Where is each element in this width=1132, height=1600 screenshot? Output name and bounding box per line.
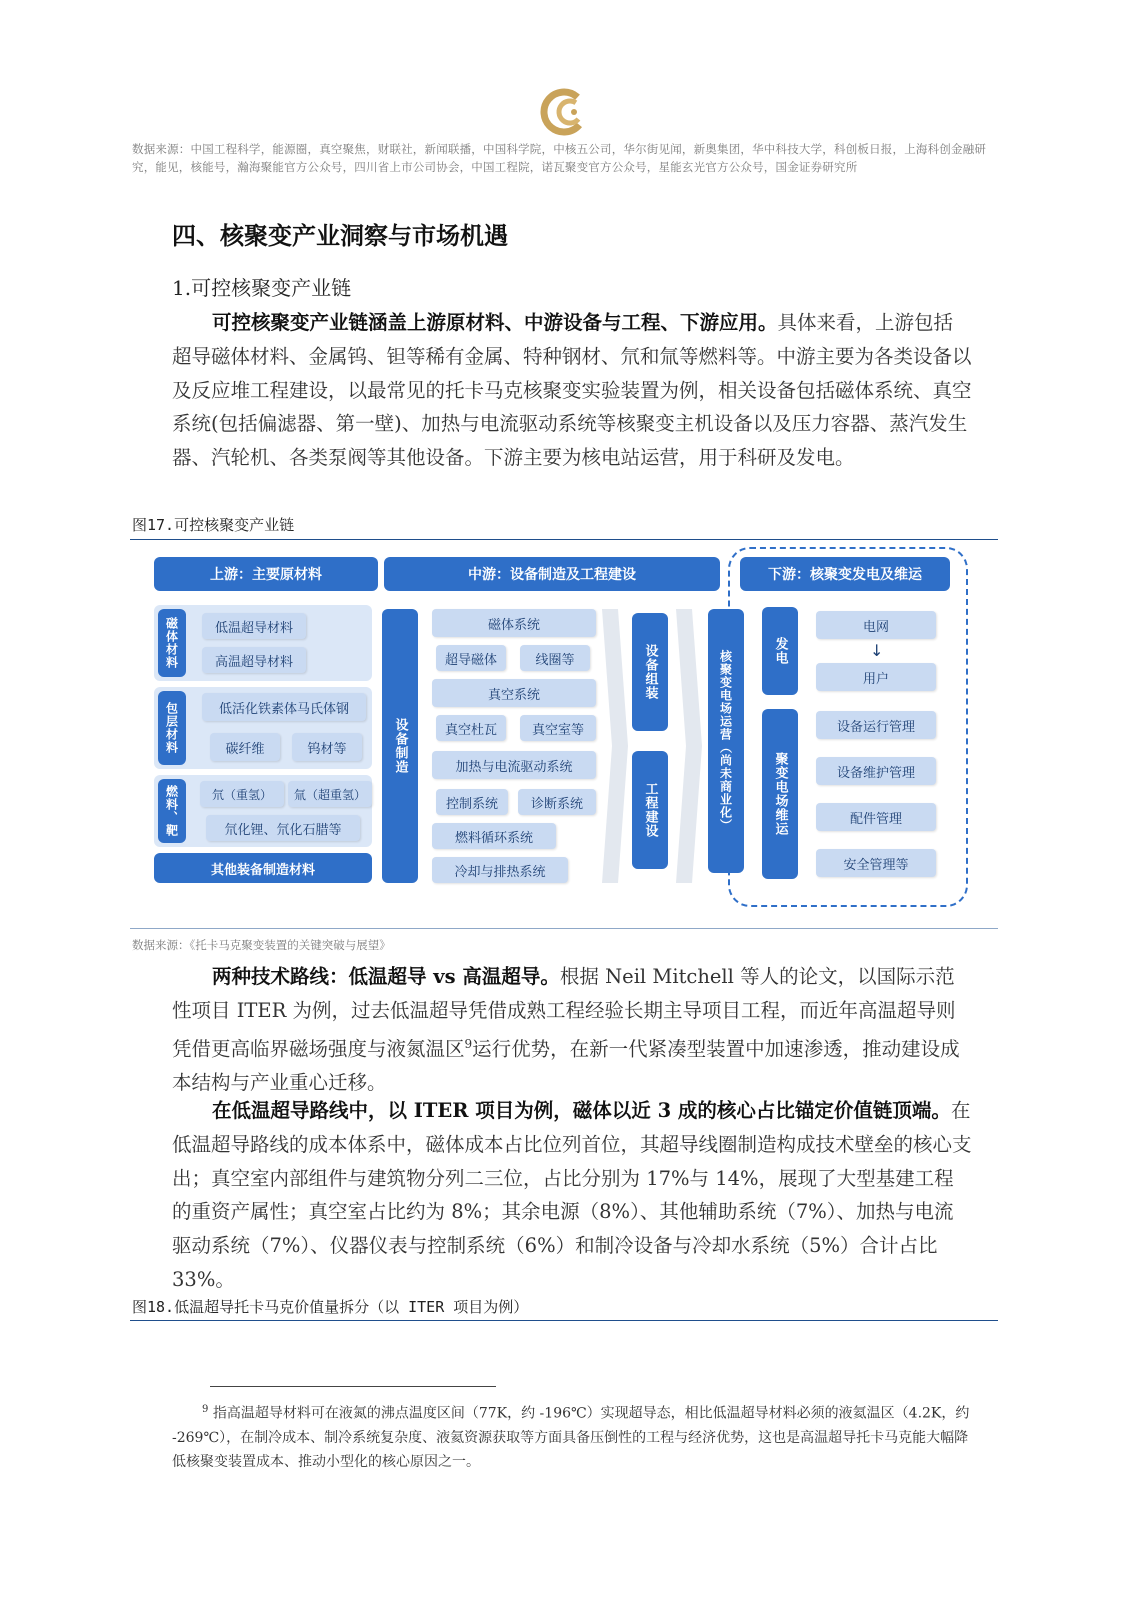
- magnet-material-label: 磁体材料: [158, 609, 186, 677]
- footnote: [172, 1398, 972, 1474]
- section-heading: 四、核聚变产业洞察与市场机遇: [172, 222, 508, 250]
- tungsten-box: 钨材等: [292, 733, 362, 761]
- fuel-target-label: 燃料、靶: [158, 779, 186, 843]
- deuterium-box: 氘（重氢）: [200, 781, 284, 807]
- figure-17-source: 数据来源：《托卡马克聚变装置的关键突破与展望》: [132, 938, 391, 952]
- header-source-note: 数据来源：中国工程科学，能源圈，真空聚焦，财联社，新闻联播，中国科学院，中核五公司，华尔街见闻，新奥集团，华中科技大学，科创板日报，上海科创金融研究，能见，核能号，瀚海聚能官方公众号，四川省上市公司协会，中国工程院，诺瓦聚变官方公众号，星能玄光官方公众号，国金证券研究所: [132, 142, 987, 174]
- lithium-compound-box: 氘化锂、氘化石腊等: [206, 815, 360, 841]
- high-temp-superconductor-box: 高温超导材料: [202, 647, 306, 673]
- equipment-maintenance-box: 设备维护管理: [816, 757, 936, 785]
- tritium-box: 氚（超重氢）: [288, 781, 372, 807]
- downstream-header: 下游：核聚变发电及维运: [740, 557, 950, 591]
- fusion-plant-om-bar: 聚变电场维运: [762, 709, 798, 879]
- cladding-material-label: 包层材料: [158, 691, 186, 765]
- heating-current-drive-box: 加热与电流驱动系统: [432, 751, 596, 779]
- rafm-steel-box: 低活化铁素体马氏体钢: [202, 693, 366, 721]
- equipment-manufacturing-bar: 设备制造: [382, 609, 418, 883]
- paragraph-body: 具体来看，上游包括超导磁体材料、金属钨、钽等稀有金属、特种钢材、氘和氚等燃料等。中游主要为各类设备以及反应堆工程建设，以最常见的托卡马克核聚变实验装置为例，相关设备包括磁体系统、真空系统(包括偏滤器、第一壁)、加热与电流驱动系统等核聚变主机设备以及压力容器、蒸汽发生器、汽轮机、各类泵阀等其他设备。下游主要为核电站运营，用于科研及发电。: [172, 311, 972, 470]
- paragraph-body: 根据 Neil Mitchell 等人的论文，以国际示范性项目 ITER 为例，过去低温超导凭借成熟工程经验长期主导项目工程，而近年高温超导则凭借更高临界磁场强度与液氮温区: [172, 965, 956, 1061]
- figure-17-bottom-rule: [130, 928, 998, 929]
- safety-management-box: 安全管理等: [816, 849, 936, 877]
- footnote-reference[interactable]: 9: [464, 1036, 473, 1051]
- footnote-separator: [210, 1386, 496, 1387]
- midstream-header: 中游：设备制造及工程建设: [384, 557, 720, 591]
- equipment-operation-box: 设备运行管理: [816, 711, 936, 739]
- paragraph-lead: 在低温超导路线中，以 ITER 项目为例，磁体以近 3 成的核心占比锚定价值链顶端。: [212, 1099, 951, 1122]
- paragraph-lead: 两种技术路线：低温超导 vs 高温超导。: [212, 965, 560, 988]
- low-temp-superconductor-box: 低温超导材料: [202, 613, 306, 639]
- equipment-assembly-bar: 设备组装: [632, 613, 668, 731]
- upstream-header: 上游：主要原材料: [154, 557, 378, 591]
- users-box: 用户: [816, 663, 936, 691]
- fuel-cycle-box: 燃料循环系统: [432, 823, 556, 849]
- chevron-arrow-icon: [598, 609, 632, 883]
- fusion-plant-operation-bar: 核聚变电场运营（尚未商业化）: [708, 609, 744, 873]
- control-system-box: 控制系统: [436, 789, 508, 815]
- sc-magnet-box: 超导磁体: [436, 645, 506, 671]
- company-logo: [540, 86, 592, 138]
- grid-box: 电网: [816, 611, 936, 639]
- footnote-text: 指高温超导材料可在液氮的沸点温度区间（77K，约 -196℃）实现超导态，相比低温超导材料必须的液氦温区（4.2K，约 -269℃），在制冷成本、制冷系统复杂度、液氦资源获取等方面具备压倒性的工程与经济优势，这也是高温超导托卡马克能大幅降低核聚变装置成本、推动小型化的核心原因之一。: [172, 1405, 970, 1470]
- engineering-construction-bar: 工程建设: [632, 751, 668, 869]
- power-generation-bar: 发电: [762, 607, 798, 695]
- chevron-arrow-icon: [672, 609, 706, 883]
- coils-box: 线圈等: [520, 645, 590, 671]
- diagnostic-system-box: 诊断系统: [518, 789, 596, 815]
- paragraph-lead: 可控核聚变产业链涵盖上游原材料、中游设备与工程、下游应用。: [212, 311, 778, 334]
- paragraph-body: 在低温超导路线的成本体系中，磁体成本占比位列首位，其超导线圈制造构成技术壁垒的核心支出；真空室内部组件与建筑物分列二三位，占比分别为 17%与 14%，展现了大型基建工程的重资产属性；真空室占比约为 8%；其余电源（8%）、其他辅助系统（7%）、加热与电流驱动系统（7%）、仪器仪表与控制系统（6%）和制冷设备与冷却水系统（5%）合计占比 33%。: [172, 1099, 972, 1291]
- footnote-mark: 9: [202, 1404, 209, 1415]
- magnet-system-box: 磁体系统: [432, 609, 596, 637]
- carbon-fiber-box: 碳纤维: [210, 733, 280, 761]
- paragraph-tech-routes: [172, 960, 972, 1100]
- figure-17-top-rule: [130, 539, 998, 540]
- vacuum-dewar-box: 真空杜瓦: [436, 715, 506, 741]
- other-materials-bar: 其他装备制造材料: [154, 853, 372, 883]
- paragraph-body-cont: 运行优势，在新一代紧凑型装置中加速渗透，推动建设成本结构与产业重心迁移。: [172, 1037, 960, 1094]
- figure-18-top-rule: [130, 1320, 998, 1321]
- cooling-system-box: 冷却与排热系统: [432, 857, 568, 883]
- section-subheading: 1.可控核聚变产业链: [172, 276, 352, 300]
- vacuum-chamber-box: 真空室等: [520, 715, 596, 741]
- paragraph-industry-chain: [172, 306, 972, 475]
- parts-management-box: 配件管理: [816, 803, 936, 831]
- figure-18-caption: 图18.低温超导托卡马克价值量拆分（以 ITER 项目为例）: [132, 1298, 529, 1316]
- down-arrow-icon: ↓: [870, 641, 884, 660]
- vacuum-system-box: 真空系统: [432, 679, 596, 707]
- figure-17-caption: 图17.可控核聚变产业链: [132, 516, 295, 534]
- paragraph-iter-cost: [172, 1094, 972, 1297]
- industry-chain-diagram: [130, 553, 998, 923]
